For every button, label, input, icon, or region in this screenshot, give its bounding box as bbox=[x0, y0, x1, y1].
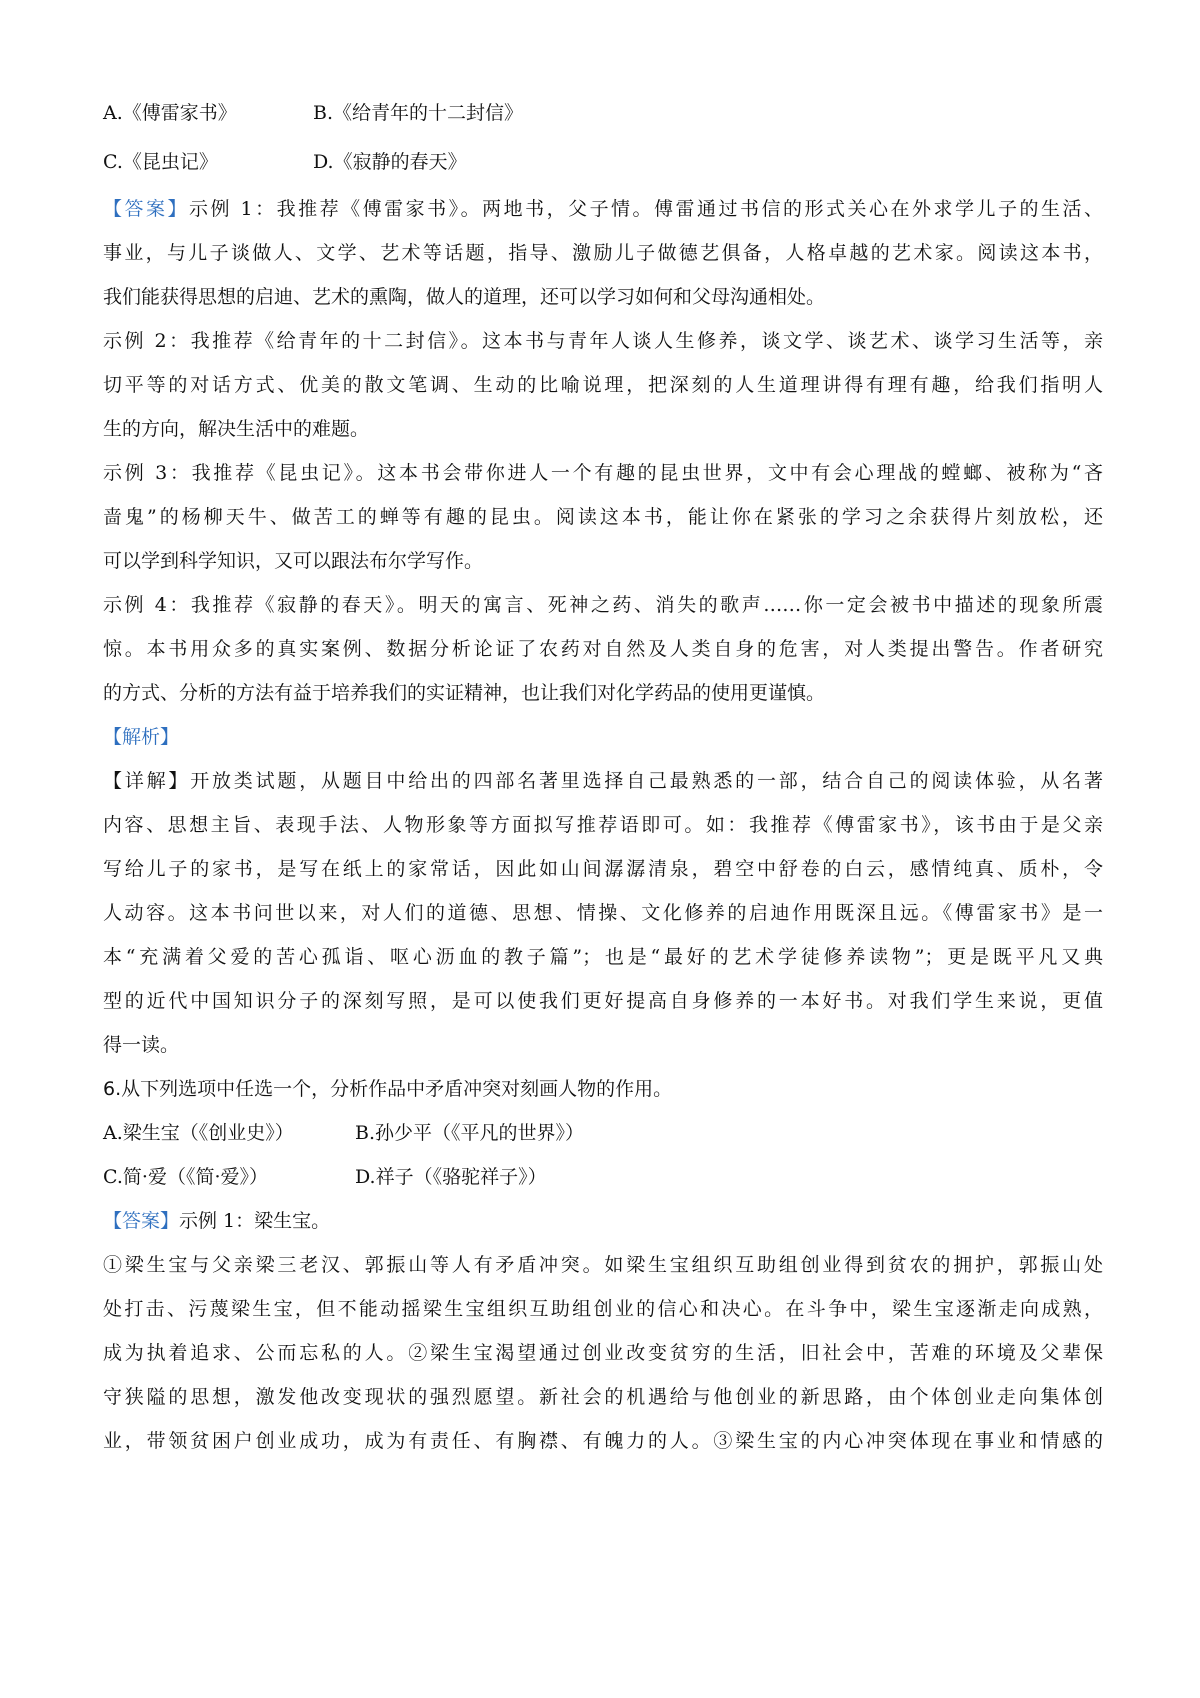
q6-answer-line-3: 成为执着追求、公而忘私的人。②梁生宝渴望通过创业改变贫穷的生活，旧社会中，苦难的环境及父辈保 bbox=[103, 1342, 1103, 1364]
q5-answer-ex4-line-1: 示例 4：我推荐《寂静的春天》。明天的寓言、死神之药、消失的歌声……你一定会被书中描述的现象所震 bbox=[103, 594, 1103, 616]
q5-answer-ex1-line-1: 【答案】示例 1：我推荐《傅雷家书》。两地书，父子情。傅雷通过书信的形式关心在外求学儿子的生活、 bbox=[103, 198, 1103, 220]
detail-line-2: 内容、思想主旨、表现手法、人物形象等方面拟写推荐语即可。如：我推荐《傅雷家书》，该书由于是父亲 bbox=[103, 814, 1103, 836]
q5-option-c: C.《昆虫记》 bbox=[103, 151, 218, 173]
q5-answer-ex4-line-3: 的方式、分析的方法有益于培养我们的实证精神，也让我们对化学药品的使用更谨慎。 bbox=[103, 682, 826, 704]
q6-option-b: B.孙少平（《平凡的世界》） bbox=[355, 1122, 585, 1144]
q6-answer-first: 【答案】示例 1：梁生宝。 bbox=[103, 1210, 331, 1232]
q5-answer-ex1-line-3: 我们能获得思想的启迪、艺术的熏陶，做人的道理，还可以学习如何和父母沟通相处。 bbox=[103, 286, 826, 308]
answer-tag: 【答案】 bbox=[103, 198, 189, 220]
q5-option-d: D.《寂静的春天》 bbox=[313, 151, 467, 173]
detail-line-1: 【详解】开放类试题，从题目中给出的四部名著里选择自己最熟悉的一部，结合自己的阅读体验，从名著 bbox=[103, 770, 1103, 792]
q6-option-c: C.简·爱（《简·爱》） bbox=[103, 1166, 268, 1188]
q5-answer-ex2-line-3: 生的方向，解决生活中的难题。 bbox=[103, 418, 370, 440]
q6-answer-line-1: ①梁生宝与父亲梁三老汉、郭振山等人有矛盾冲突。如梁生宝组织互助组创业得到贫农的拥护，郭振山处 bbox=[103, 1254, 1103, 1276]
q6-number: 6. bbox=[103, 1078, 122, 1100]
detail-line-5: 本“充满着父爱的苦心孤诣、呕心沥血的教子篇”；也是“最好的艺术学徒修养读物”；更是既平凡又典 bbox=[103, 946, 1103, 968]
q5-answer-ex4-line-2: 惊。本书用众多的真实案例、数据分析论证了农药对自然及人类自身的危害，对人类提出警告。作者研究 bbox=[103, 638, 1103, 660]
q6-answer-line-2: 处打击、污蔑梁生宝，但不能动摇梁生宝组织互助组创业的信心和决心。在斗争中，梁生宝逐渐走向成熟， bbox=[103, 1298, 1103, 1320]
detail-line-7: 得一读。 bbox=[103, 1034, 180, 1056]
detail-tag: 【详解】 bbox=[103, 770, 191, 792]
q6-option-a: A.梁生宝（《创业史》） bbox=[103, 1122, 294, 1144]
q6-question bbox=[103, 1077, 672, 1101]
detail-line-3: 写给儿子的家书，是写在纸上的家常话，因此如山间潺潺清泉，碧空中舒卷的白云，感情纯真、质朴，令 bbox=[103, 858, 1103, 880]
detail-line-6: 型的近代中国知识分子的深刻写照，是可以使我们更好提高自身修养的一本好书。对我们学生来说，更值 bbox=[103, 990, 1103, 1012]
q5-answer-ex3-line-3: 可以学到科学知识，又可以跟法布尔学写作。 bbox=[103, 550, 484, 572]
q6-answer-line-4: 守狭隘的思想，激发他改变现状的强烈愿望。新社会的机遇给与他创业的新思路，由个体创业走向集体创 bbox=[103, 1386, 1103, 1408]
q6-option-d: D.祥子（《骆驼祥子》） bbox=[355, 1166, 547, 1188]
detail-line-4: 人动容。这本书问世以来，对人们的道德、思想、情操、文化修养的启迪作用既深且远。《傅雷家书》是一 bbox=[103, 902, 1103, 924]
q6-text: 从下列选项中任选一个，分析作品中矛盾冲突对刻画人物的作用。 bbox=[121, 1078, 673, 1100]
analysis-tag: 【解析】 bbox=[103, 726, 180, 748]
q5-answer-ex2-line-2: 切平等的对话方式、优美的散文笔调、生动的比喻说理，把深刻的人生道理讲得有理有趣，给我们指明人 bbox=[103, 374, 1103, 396]
q6-answer-tag: 【答案】 bbox=[103, 1210, 180, 1232]
q6-answer-line-5: 业，带领贫困户创业成功，成为有责任、有胸襟、有魄力的人。③梁生宝的内心冲突体现在事业和情感的 bbox=[103, 1430, 1103, 1452]
q5-answer-ex2-line-1: 示例 2：我推荐《给青年的十二封信》。这本书与青年人谈人生修养，谈文学、谈艺术、谈学习生活等，亲 bbox=[103, 330, 1103, 352]
q5-option-b: B.《给青年的十二封信》 bbox=[313, 102, 524, 124]
q5-option-a: A.《傅雷家书》 bbox=[103, 102, 237, 124]
q5-answer-ex3-line-2: 啬鬼”的杨柳天牛、做苦工的蝉等有趣的昆虫。阅读这本书，能让你在紧张的学习之余获得片刻放松，还 bbox=[103, 506, 1103, 528]
q5-answer-ex3-line-1: 示例 3：我推荐《昆虫记》。这本书会带你进人一个有趣的昆虫世界，文中有会心理战的螳螂、被称为“吝 bbox=[103, 462, 1103, 484]
q5-answer-ex1-line-2: 事业，与儿子谈做人、文学、艺术等话题，指导、激励儿子做德艺俱备，人格卓越的艺术家。阅读这本书， bbox=[103, 242, 1103, 264]
